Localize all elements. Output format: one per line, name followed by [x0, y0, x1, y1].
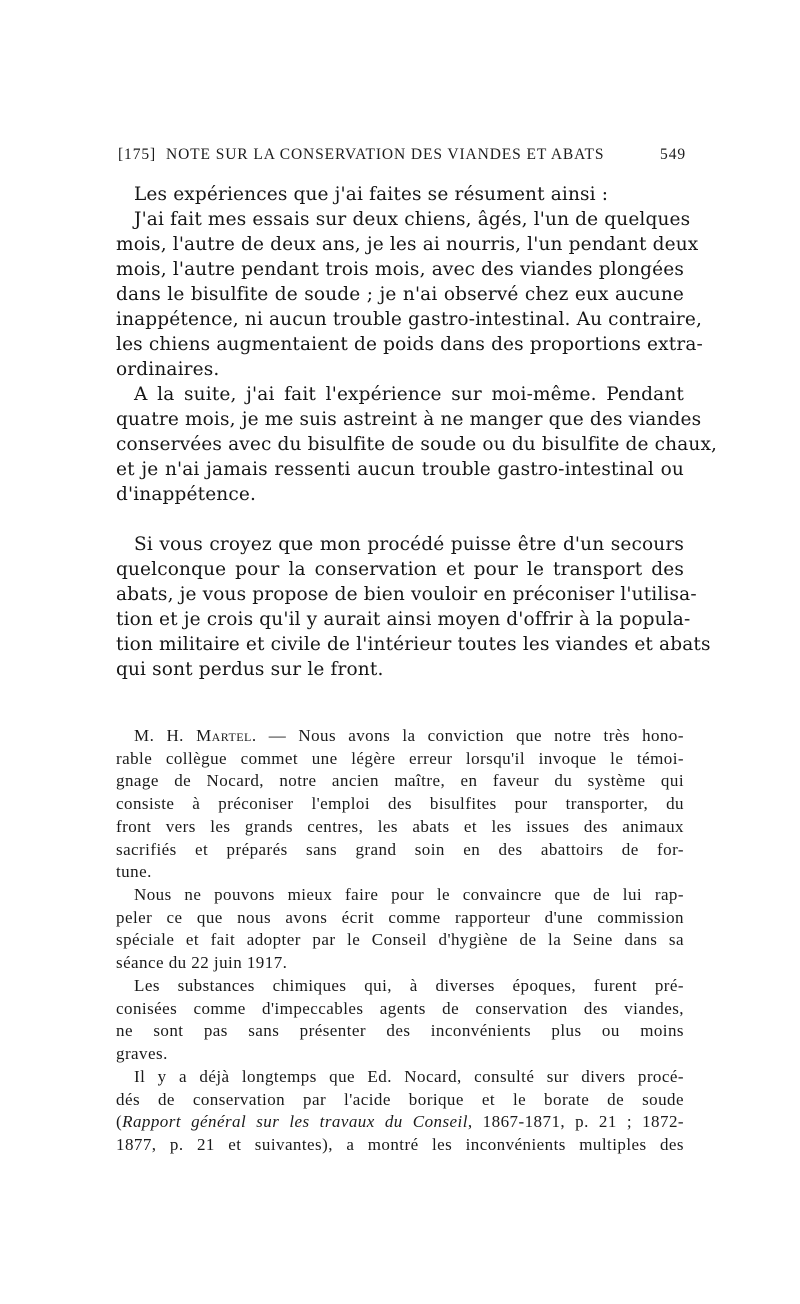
- paragraph-experiences: [116, 182, 703, 382]
- text-line: Si vous croyez que mon procédé puisse être d'un secours: [134, 534, 684, 555]
- text-line: [116, 725, 684, 748]
- text-line: quatre mois, je me suis astreint à ne manger que des viandes: [116, 409, 702, 430]
- text-line: A la suite, j'ai fait l'expérience sur moi-même. Pendant: [134, 384, 684, 405]
- text-line: ordinaires.: [116, 359, 220, 380]
- speaker-name: Martel: [196, 726, 252, 745]
- paragraph-substances: [116, 975, 684, 1066]
- text-fragment: , 1867-1871, p. 21 ; 1872-: [467, 1112, 685, 1132]
- text-line: dans le bisulfite de soude ; je n'ai observé chez eux aucune: [116, 284, 684, 305]
- text-line: abats, je vous propose de bien vouloir en préconiser l'utilisa-: [116, 584, 697, 605]
- paragraph-martel-response: [116, 725, 684, 884]
- paragraph-self-experiment: [116, 382, 718, 507]
- text-line: graves.: [116, 1044, 168, 1064]
- text-line: sacrifiés et préparés sans grand soin en des abattoirs de for-: [116, 839, 684, 859]
- header-title: NOTE SUR LA CONSERVATION DES VIANDES ET ABATS: [166, 146, 605, 163]
- paragraph-nocard: [116, 1066, 684, 1157]
- text-line: qui sont perdus sur le front.: [116, 659, 384, 680]
- text-line: rable collègue commet une légère erreur lorsqu'il invoque le témoi-: [116, 748, 684, 768]
- text-line: dés de conservation par l'acide borique et le borate de soude: [116, 1089, 684, 1109]
- text-line: et je n'ai jamais ressenti aucun trouble gastro-intestinal ou: [116, 459, 684, 480]
- text-line: [116, 1111, 684, 1134]
- text-line: Nous ne pouvons mieux faire pour le convaincre que de lui rap-: [134, 885, 684, 904]
- text-line: inappétence, ni aucun trouble gastro-intestinal. Au contraire,: [116, 309, 702, 330]
- text-fragment: . — Nous avons la conviction que notre très hono-: [251, 726, 684, 745]
- text-line: séance du 22 juin 1917.: [116, 953, 288, 973]
- text-line: peler ce que nous avons écrit comme rapporteur d'une commission: [116, 907, 684, 927]
- text-line: d'inappétence.: [116, 484, 257, 505]
- paragraph-proposal: [116, 532, 711, 682]
- text-line: mois, l'autre pendant trois mois, avec des viandes plongées: [116, 259, 684, 280]
- report-title: Rapport général sur les travaux du Conseil: [122, 1112, 468, 1132]
- text-line: conisées comme d'impeccables agents de conservation des viandes,: [116, 998, 684, 1018]
- text-line: tion militaire et civile de l'intérieur toutes les viandes et abats: [116, 634, 711, 655]
- paragraph-reminder: [116, 884, 684, 975]
- text-line: mois, l'autre de deux ans, je les ai nourris, l'un pendant deux: [116, 234, 699, 255]
- speaker-initial: M. H.: [134, 726, 197, 745]
- text-line: tune.: [116, 862, 152, 882]
- text-line: Les substances chimiques qui, à diverses époques, furent pré-: [134, 976, 684, 995]
- text-line: 1877, p. 21 et suivantes), a montré les inconvénients multiples des: [116, 1135, 684, 1155]
- text-line: front vers les grands centres, les abats et les issues des animaux: [116, 816, 684, 836]
- text-line: ne sont pas sans présenter des inconvénients plus ou moins: [116, 1021, 684, 1041]
- text-line: les chiens augmentaient de poids dans des proportions extra-: [116, 334, 703, 355]
- text-line: tion et je crois qu'il y aurait ainsi moyen d'offrir à la popula-: [116, 609, 691, 630]
- text-line: consiste à préconiser l'emploi des bisulfites pour transporter, du: [116, 794, 684, 814]
- text-line: J'ai fait mes essais sur deux chiens, âgés, l'un de quelques: [134, 209, 691, 230]
- page-number: 549: [660, 146, 686, 163]
- text-line: gnage de Nocard, notre ancien maître, en faveur du système qui: [116, 771, 684, 791]
- header-reference-number: [175]: [118, 146, 157, 163]
- running-header: [118, 146, 686, 170]
- text-line: Il y a déjà longtemps que Ed. Nocard, consulté sur divers procé-: [134, 1067, 684, 1086]
- text-line: spéciale et fait adopter par le Conseil d'hygiène de la Seine dans sa: [116, 930, 684, 950]
- text-line: quelconque pour la conservation et pour le transport des: [116, 559, 684, 580]
- text-line: conservées avec du bisulfite de soude ou du bisulfite de chaux,: [116, 434, 718, 455]
- text-line: Les expériences que j'ai faites se résument ainsi :: [134, 184, 609, 205]
- text-fragment: (: [116, 1112, 123, 1132]
